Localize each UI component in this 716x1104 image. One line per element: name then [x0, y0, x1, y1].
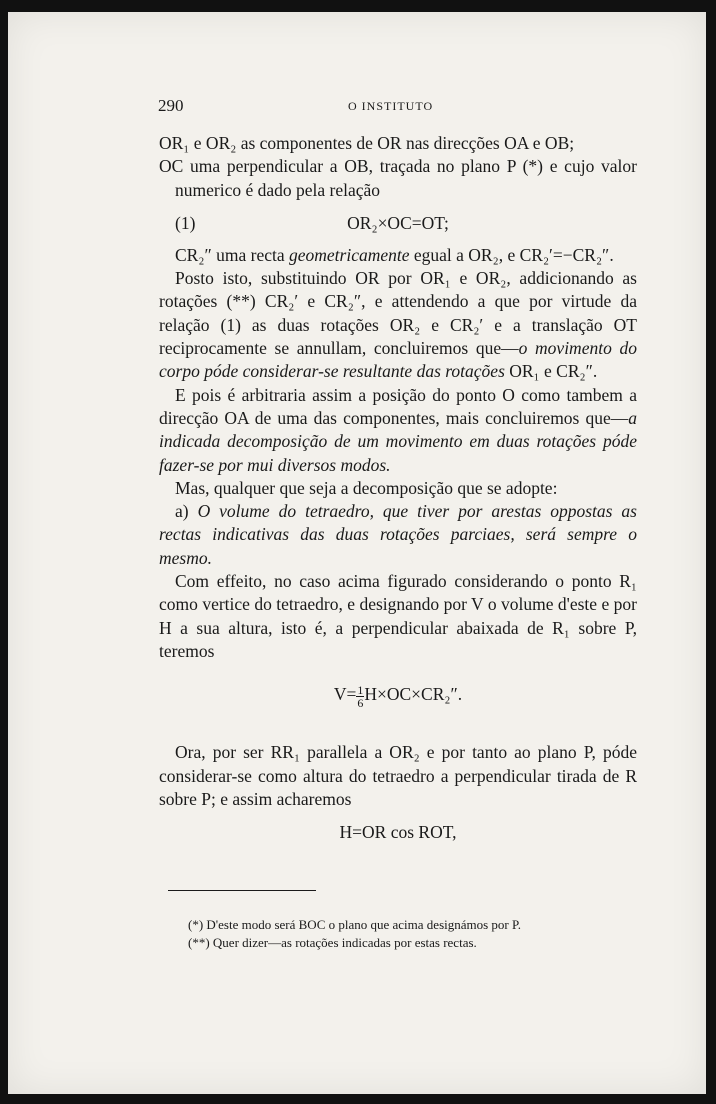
page-number: 290: [158, 96, 184, 115]
paragraph-ora: Ora, por ser RR₁ parallela a OR₂ e por tanto ao plano P, póde considerar-se como altura do tetraedro a perpendicular tirada de R sobre P; e assim acharemos: [159, 742, 637, 809]
page-body: [159, 132, 637, 853]
paragraph-item-a: [159, 500, 637, 570]
p3-emphasis: geometricamente: [288, 244, 410, 265]
paragraph-decomposicao: Mas, qualquer que seja a decomposição que se adopte:: [175, 477, 558, 498]
p5-emphasis: a indicada decomposição de um movimento em duas rotações póde fazer-se por mui diversos modos.: [159, 407, 637, 475]
book-page: [8, 12, 706, 1094]
equation-number: (1): [175, 212, 196, 233]
p5-text-a: E pois é arbitraria assim a posição do ponto O como tambem a direcção OA de uma das componentes, mais concluiremos que—: [159, 384, 637, 428]
equation-1: [159, 202, 637, 244]
running-title: O INSTITUTO: [348, 99, 434, 113]
equation-2-lhs: V=: [333, 684, 357, 705]
equation-2-text: [159, 683, 637, 708]
page-header: [158, 96, 638, 116]
paragraph-arbitraria: [159, 384, 637, 477]
p3-text-a: CR₂″ uma recta: [175, 244, 285, 265]
paragraph-recta: [159, 244, 637, 267]
p4-text-b: OR₁ e CR₂″.: [509, 361, 598, 382]
p4-text-a: Posto isto, substituindo OR por OR₁ e OR₂, addicionando as rotações (**) CR₂′ e CR₂″, e attendendo a que por virtude da relação (1) as duas rotações OR₂ e CR₂′ e a translação OT reciprocamente se annullam, concluiremos que—: [159, 268, 637, 359]
equation-1-text: OR₂×OC=OT;: [347, 212, 449, 233]
footnote-divider: [168, 890, 316, 891]
paragraph-components: OR₁ e OR₂ as componentes de OR nas direcções OA e OB;: [159, 133, 575, 153]
p3-text-b: egual a OR₂, e CR₂′=−CR₂″.: [413, 244, 614, 265]
fraction-numerator: 1: [357, 682, 364, 697]
paragraph-posto-isto: [159, 267, 637, 383]
paragraph-perpendicular: OC uma perpendicular a OB, traçada no plano P (*) e cujo valor numerico é dado pela relação: [159, 156, 637, 200]
footnotes: [188, 916, 638, 952]
item-a-emphasis: O volume do tetraedro, que tiver por arestas oppostas as rectas indicativas das duas rotações parciaes, será sempre o mesmo.: [159, 501, 637, 568]
p4-emphasis: o movimento do corpo póde considerar-se resultante das rotações: [159, 338, 637, 382]
footnote-2: (**) Quer dizer—as rotações indicadas por estas rectas.: [188, 935, 477, 950]
item-label: a): [175, 501, 189, 522]
equation-3: [159, 811, 637, 853]
equation-3-text: H=OR cos ROT,: [339, 822, 457, 843]
equation-2-rhs: H×OC×CR₂″.: [364, 684, 463, 705]
fraction-denominator: 6: [357, 695, 364, 710]
equation-2: [159, 663, 637, 731]
footnote-1: (*) D'este modo será BOC o plano que acima designámos por P.: [188, 917, 522, 932]
paragraph-com-effeito: Com effeito, no caso acima figurado considerando o ponto R₁ como vertice do tetraedro, e designando por V o volume d'este e por H a sua altura, isto é, a perpendicular abaixada de R₁ sobre P, teremos: [159, 571, 637, 661]
